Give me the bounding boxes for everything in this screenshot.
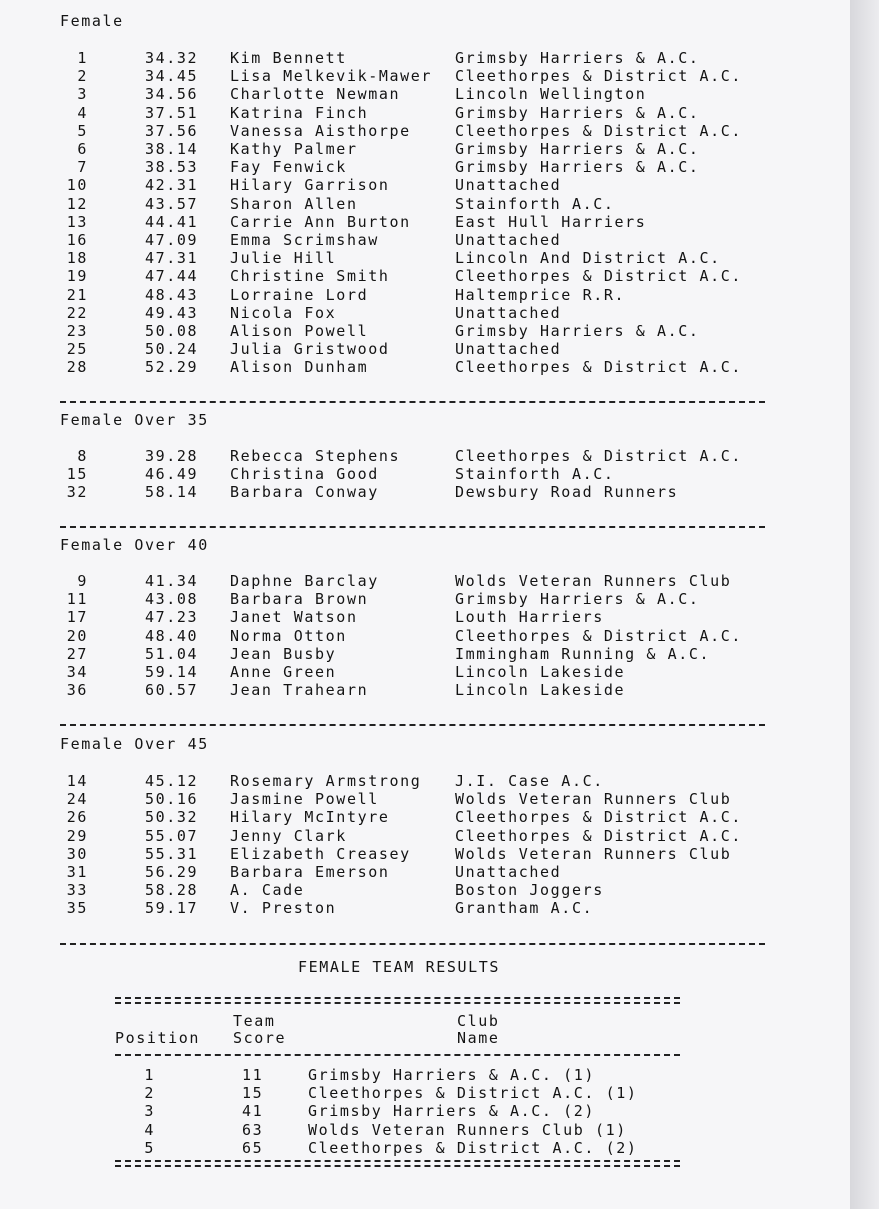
position-cell: 24 xyxy=(66,790,88,809)
club-cell: Cleethorpes & District A.C. xyxy=(455,808,743,827)
time-cell: 52.29 xyxy=(145,358,199,377)
club-cell: Cleethorpes & District A.C. xyxy=(455,358,743,377)
team-position-cell: 3 xyxy=(144,1102,155,1121)
team-result-row xyxy=(115,1121,680,1139)
time-cell: 42.31 xyxy=(145,176,199,195)
dashed-divider xyxy=(60,943,765,945)
runner-name-cell: Anne Green xyxy=(230,663,337,681)
runner-name-cell: Katrina Finch xyxy=(230,103,369,122)
club-cell: Grimsby Harriers & A.C. xyxy=(455,49,700,67)
time-cell: 58.14 xyxy=(145,483,199,502)
runner-name-cell: Elizabeth Creasey xyxy=(230,844,411,863)
result-row xyxy=(50,358,770,376)
team-result-row xyxy=(115,1084,680,1102)
header-club: Club xyxy=(457,1012,500,1030)
position-cell: 20 xyxy=(66,626,88,645)
time-cell: 39.28 xyxy=(145,447,199,465)
time-cell: 41.34 xyxy=(145,572,199,590)
club-cell: Grimsby Harriers & A.C. xyxy=(455,103,700,122)
runner-name-cell: Sharon Allen xyxy=(230,194,358,213)
position-cell: 26 xyxy=(66,808,88,827)
club-cell: Grantham A.C. xyxy=(455,899,594,918)
result-row xyxy=(50,122,770,140)
time-cell: 50.16 xyxy=(145,790,199,809)
team-position-cell: 4 xyxy=(144,1120,155,1139)
runner-name-cell: Alison Dunham xyxy=(230,358,369,377)
position-cell: 14 xyxy=(66,772,88,790)
position-cell: 13 xyxy=(66,212,88,231)
runner-name-cell: Daphne Barclay xyxy=(230,572,379,590)
club-cell: Cleethorpes & District A.C. xyxy=(455,826,743,845)
page-edge-shadow xyxy=(850,0,879,1209)
runner-name-cell: Julia Gristwood xyxy=(230,340,390,359)
time-cell: 38.14 xyxy=(145,140,199,158)
time-cell: 51.04 xyxy=(145,644,199,663)
club-cell: Boston Joggers xyxy=(455,881,604,900)
result-row xyxy=(50,176,770,194)
result-row xyxy=(50,67,770,85)
time-cell: 58.28 xyxy=(145,881,199,900)
time-cell: 55.07 xyxy=(145,826,199,845)
time-cell: 47.23 xyxy=(145,608,199,627)
runner-name-cell: Kim Bennett xyxy=(230,49,347,67)
double-divider xyxy=(115,1160,680,1167)
team-club-cell: Cleethorpes & District A.C. (1) xyxy=(308,1084,638,1103)
dashed-divider xyxy=(60,401,765,403)
time-cell: 59.17 xyxy=(145,899,199,918)
runner-name-cell: Barbara Conway xyxy=(230,483,379,502)
runner-name-cell: Janet Watson xyxy=(230,608,358,627)
time-cell: 43.08 xyxy=(145,590,199,609)
club-cell: Cleethorpes & District A.C. xyxy=(455,626,743,645)
club-cell: J.I. Case A.C. xyxy=(455,772,604,790)
result-row xyxy=(50,340,770,358)
position-cell: 21 xyxy=(66,285,88,304)
dashed-divider xyxy=(60,526,765,528)
result-row xyxy=(50,590,770,608)
position-cell: 23 xyxy=(66,322,88,340)
result-row xyxy=(50,286,770,304)
club-cell: Cleethorpes & District A.C. xyxy=(455,267,743,286)
header-score: Score xyxy=(233,1029,287,1047)
club-cell: Stainforth A.C. xyxy=(455,465,615,484)
position-cell: 6 xyxy=(77,140,88,158)
result-row xyxy=(50,267,770,285)
result-row xyxy=(50,790,770,808)
club-cell: Wolds Veteran Runners Club xyxy=(455,844,732,863)
result-row xyxy=(50,140,770,158)
result-row xyxy=(50,608,770,626)
team-results-title: FEMALE TEAM RESULTS xyxy=(298,958,500,976)
club-cell: Haltemprice R.R. xyxy=(455,285,626,304)
time-cell: 56.29 xyxy=(145,863,199,881)
club-cell: Cleethorpes & District A.C. xyxy=(455,447,743,465)
position-cell: 11 xyxy=(66,590,88,609)
section-heading-female-over-45: Female Over 45 xyxy=(60,735,209,753)
header-divider xyxy=(115,1054,680,1056)
club-cell: Lincoln And District A.C. xyxy=(455,249,721,268)
position-cell: 35 xyxy=(66,899,88,918)
club-cell: Unattached xyxy=(455,176,562,195)
result-row xyxy=(50,158,770,176)
position-cell: 18 xyxy=(66,249,88,268)
time-cell: 48.40 xyxy=(145,626,199,645)
club-cell: Grimsby Harriers & A.C. xyxy=(455,140,700,158)
position-cell: 5 xyxy=(77,121,88,140)
time-cell: 34.45 xyxy=(145,67,199,86)
runner-name-cell: Norma Otton xyxy=(230,626,347,645)
position-cell: 25 xyxy=(66,340,88,359)
position-cell: 29 xyxy=(66,826,88,845)
runner-name-cell: Carrie Ann Burton xyxy=(230,212,411,231)
result-row xyxy=(50,231,770,249)
position-cell: 8 xyxy=(77,447,88,465)
time-cell: 60.57 xyxy=(145,681,199,700)
runner-name-cell: Christina Good xyxy=(230,465,379,484)
result-row xyxy=(50,881,770,899)
position-cell: 9 xyxy=(77,572,88,590)
club-cell: Wolds Veteran Runners Club xyxy=(455,790,732,809)
runner-name-cell: Lorraine Lord xyxy=(230,285,369,304)
position-cell: 31 xyxy=(66,863,88,881)
time-cell: 34.32 xyxy=(145,49,199,67)
result-row xyxy=(50,863,770,881)
result-row xyxy=(50,772,770,790)
position-cell: 30 xyxy=(66,844,88,863)
time-cell: 50.32 xyxy=(145,808,199,827)
position-cell: 28 xyxy=(66,358,88,377)
result-row xyxy=(50,85,770,103)
runner-name-cell: Barbara Brown xyxy=(230,590,369,609)
club-cell: Grimsby Harriers & A.C. xyxy=(455,158,700,177)
team-score-cell: 65 xyxy=(242,1138,264,1157)
runner-name-cell: Barbara Emerson xyxy=(230,863,390,881)
runner-name-cell: Rebecca Stephens xyxy=(230,447,401,465)
position-cell: 10 xyxy=(66,176,88,195)
club-cell: Cleethorpes & District A.C. xyxy=(455,67,743,86)
team-result-row xyxy=(115,1139,680,1157)
time-cell: 47.44 xyxy=(145,267,199,286)
position-cell: 3 xyxy=(77,85,88,104)
position-cell: 1 xyxy=(77,49,88,67)
section-heading-female-over-35: Female Over 35 xyxy=(60,411,209,429)
team-result-row xyxy=(115,1102,680,1120)
club-cell: East Hull Harriers xyxy=(455,212,647,231)
position-cell: 7 xyxy=(77,158,88,177)
result-row xyxy=(50,49,770,67)
position-cell: 32 xyxy=(66,483,88,502)
club-cell: Unattached xyxy=(455,303,562,322)
runner-name-cell: Julie Hill xyxy=(230,249,337,268)
time-cell: 48.43 xyxy=(145,285,199,304)
position-cell: 19 xyxy=(66,267,88,286)
position-cell: 33 xyxy=(66,881,88,900)
result-row xyxy=(50,663,770,681)
result-row xyxy=(50,845,770,863)
team-club-cell: Cleethorpes & District A.C. (2) xyxy=(308,1138,638,1157)
team-score-cell: 63 xyxy=(242,1120,264,1139)
time-cell: 46.49 xyxy=(145,465,199,484)
runner-name-cell: A. Cade xyxy=(230,881,305,900)
result-row xyxy=(50,827,770,845)
result-row xyxy=(50,645,770,663)
club-cell: Unattached xyxy=(455,863,562,881)
runner-name-cell: Hilary McIntyre xyxy=(230,808,390,827)
club-cell: Wolds Veteran Runners Club xyxy=(455,572,732,590)
position-cell: 34 xyxy=(66,663,88,681)
runner-name-cell: Jean Trahearn xyxy=(230,681,369,700)
runner-name-cell: Lisa Melkevik-Mawer xyxy=(230,67,432,86)
team-club-cell: Grimsby Harriers & A.C. (2) xyxy=(308,1102,596,1121)
team-score-cell: 41 xyxy=(242,1102,264,1121)
position-cell: 15 xyxy=(66,465,88,484)
section-heading-female-over-40: Female Over 40 xyxy=(60,536,209,554)
time-cell: 50.24 xyxy=(145,340,199,359)
result-row xyxy=(50,681,770,699)
runner-name-cell: Rosemary Armstrong xyxy=(230,772,422,790)
runner-name-cell: Jean Busby xyxy=(230,644,337,663)
team-club-cell: Grimsby Harriers & A.C. (1) xyxy=(308,1066,596,1084)
header-team: Team xyxy=(233,1012,276,1030)
result-row xyxy=(50,249,770,267)
time-cell: 47.31 xyxy=(145,249,199,268)
runner-name-cell: Vanessa Aisthorpe xyxy=(230,121,411,140)
team-position-cell: 1 xyxy=(144,1066,155,1084)
section-heading-female: Female xyxy=(60,12,124,30)
club-cell: Lincoln Lakeside xyxy=(455,681,626,700)
result-row xyxy=(50,483,770,501)
runner-name-cell: Jenny Clark xyxy=(230,826,347,845)
club-cell: Lincoln Wellington xyxy=(455,85,647,104)
double-divider xyxy=(115,997,680,1004)
time-cell: 38.53 xyxy=(145,158,199,177)
runner-name-cell: Hilary Garrison xyxy=(230,176,390,195)
position-cell: 17 xyxy=(66,608,88,627)
runner-name-cell: Charlotte Newman xyxy=(230,85,401,104)
header-name: Name xyxy=(457,1029,500,1047)
runner-name-cell: Nicola Fox xyxy=(230,303,337,322)
result-row xyxy=(50,322,770,340)
team-club-cell: Wolds Veteran Runners Club (1) xyxy=(308,1120,627,1139)
dashed-divider xyxy=(60,724,765,726)
team-position-cell: 5 xyxy=(144,1138,155,1157)
team-score-cell: 11 xyxy=(242,1066,264,1084)
runner-name-cell: Fay Fenwick xyxy=(230,158,347,177)
result-row xyxy=(50,104,770,122)
time-cell: 59.14 xyxy=(145,663,199,681)
result-row xyxy=(50,808,770,826)
result-row xyxy=(50,572,770,590)
runner-name-cell: V. Preston xyxy=(230,899,337,918)
runner-name-cell: Kathy Palmer xyxy=(230,140,358,158)
club-cell: Lincoln Lakeside xyxy=(455,663,626,681)
club-cell: Grimsby Harriers & A.C. xyxy=(455,590,700,609)
team-score-cell: 15 xyxy=(242,1084,264,1103)
time-cell: 37.56 xyxy=(145,121,199,140)
time-cell: 50.08 xyxy=(145,322,199,340)
result-row xyxy=(50,195,770,213)
time-cell: 55.31 xyxy=(145,844,199,863)
time-cell: 47.09 xyxy=(145,231,199,249)
runner-name-cell: Alison Powell xyxy=(230,322,369,340)
time-cell: 49.43 xyxy=(145,303,199,322)
club-cell: Dewsbury Road Runners xyxy=(455,483,679,502)
result-row xyxy=(50,899,770,917)
position-cell: 2 xyxy=(77,67,88,86)
time-cell: 37.51 xyxy=(145,103,199,122)
time-cell: 34.56 xyxy=(145,85,199,104)
position-cell: 12 xyxy=(66,194,88,213)
team-result-row xyxy=(115,1066,680,1084)
result-row xyxy=(50,213,770,231)
club-cell: Unattached xyxy=(455,231,562,249)
time-cell: 43.57 xyxy=(145,194,199,213)
position-cell: 27 xyxy=(66,644,88,663)
runner-name-cell: Christine Smith xyxy=(230,267,390,286)
runner-name-cell: Emma Scrimshaw xyxy=(230,231,379,249)
time-cell: 45.12 xyxy=(145,772,199,790)
result-row xyxy=(50,627,770,645)
club-cell: Grimsby Harriers & A.C. xyxy=(455,322,700,340)
result-row xyxy=(50,447,770,465)
position-cell: 16 xyxy=(66,231,88,249)
club-cell: Cleethorpes & District A.C. xyxy=(455,121,743,140)
position-cell: 36 xyxy=(66,681,88,700)
team-position-cell: 2 xyxy=(144,1084,155,1103)
club-cell: Immingham Running & A.C. xyxy=(455,644,711,663)
club-cell: Unattached xyxy=(455,340,562,359)
position-cell: 4 xyxy=(77,103,88,122)
result-row xyxy=(50,304,770,322)
result-row xyxy=(50,465,770,483)
club-cell: Stainforth A.C. xyxy=(455,194,615,213)
position-cell: 22 xyxy=(66,303,88,322)
time-cell: 44.41 xyxy=(145,212,199,231)
club-cell: Louth Harriers xyxy=(455,608,604,627)
header-position: Position xyxy=(115,1029,201,1047)
runner-name-cell: Jasmine Powell xyxy=(230,790,379,809)
